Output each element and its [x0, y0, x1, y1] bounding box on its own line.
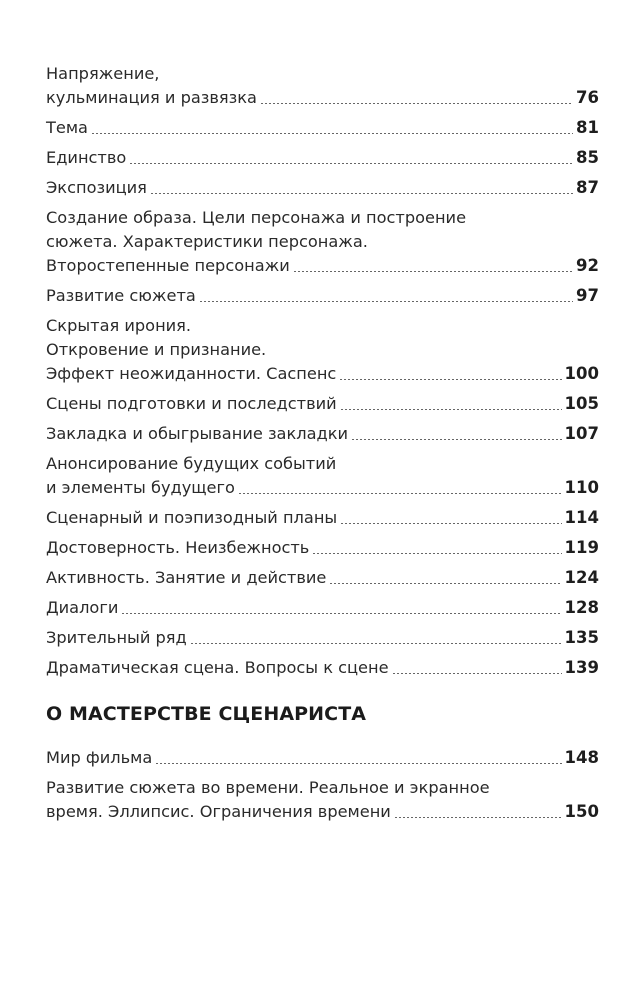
- dot-leader: [121, 613, 561, 614]
- toc-entry-title: Закладка и обыгрывание закладки: [46, 424, 348, 443]
- page-number: 135: [564, 628, 599, 647]
- dot-leader: [351, 439, 562, 440]
- toc-entry: [46, 422, 599, 446]
- toc-entry: [46, 776, 599, 824]
- toc-entry-row: [46, 284, 599, 308]
- toc-entry-title: Развитие сюжета: [46, 286, 196, 305]
- toc-entry-line: сюжета. Характеристики персонажа.: [46, 232, 368, 251]
- page-number: 150: [564, 802, 599, 821]
- page-number: 76: [576, 88, 599, 107]
- page-number: 92: [576, 256, 599, 275]
- toc-entry: [46, 536, 599, 560]
- toc-entry: [46, 626, 599, 650]
- toc-entry-row: [46, 422, 599, 446]
- toc-entry-title: Драматическая сцена. Вопросы к сцене: [46, 658, 389, 677]
- toc-entry-row: [46, 566, 599, 590]
- toc-entry-line: Создание образа. Цели персонажа и построение: [46, 208, 467, 227]
- page-number: 97: [576, 286, 599, 305]
- toc-entry-title: Экспозиция: [46, 178, 147, 197]
- toc-entry-row: [46, 254, 599, 278]
- toc-entry: [46, 116, 599, 140]
- toc-entry-row: [46, 656, 599, 680]
- toc-entry-row: [46, 506, 599, 530]
- toc-entry: [46, 656, 599, 680]
- toc-entry-row: [46, 176, 599, 200]
- toc-entry-row: [46, 146, 599, 170]
- dot-leader: [129, 163, 573, 164]
- toc-entry-title: Сцены подготовки и последствий: [46, 394, 337, 413]
- toc-entry: [46, 506, 599, 530]
- toc-entry-title: Достоверность. Неизбежность: [46, 538, 310, 557]
- toc-entry: [46, 314, 599, 386]
- toc-entry: [46, 176, 599, 200]
- toc-entry-title: Второстепенные персонажи: [46, 256, 290, 275]
- toc-entry-row: [46, 626, 599, 650]
- toc-entry: [46, 62, 599, 110]
- page-number: 128: [564, 598, 599, 617]
- page-number: 124: [564, 568, 599, 587]
- toc-entry-title: Сценарный и поэпизодный планы: [46, 508, 338, 527]
- toc-entry-title: время. Эллипсис. Ограничения времени: [46, 802, 391, 821]
- toc-entry: [46, 746, 599, 770]
- toc-entry-row: [46, 86, 599, 110]
- page-number: 81: [576, 118, 599, 137]
- dot-leader: [155, 763, 561, 764]
- toc-entry-line: Развитие сюжета во времени. Реальное и экранное: [46, 778, 490, 797]
- toc-entry: [46, 566, 599, 590]
- toc-entry-row: [46, 746, 599, 770]
- toc-entry-row: [46, 800, 599, 824]
- toc-entry-row: [46, 116, 599, 140]
- dot-leader: [329, 583, 561, 584]
- toc-entry-title: Мир фильма: [46, 748, 153, 767]
- page-number: 100: [564, 364, 599, 383]
- toc-entry-row: [46, 392, 599, 416]
- toc-entry-line: Напряжение,: [46, 64, 160, 83]
- dot-leader: [190, 643, 562, 644]
- page-number: 139: [564, 658, 599, 677]
- toc-entries: [46, 62, 599, 680]
- page-number: 119: [564, 538, 599, 557]
- dot-leader: [199, 301, 573, 302]
- toc-entry-title: Единство: [46, 148, 127, 167]
- table-of-contents: [46, 62, 599, 830]
- toc-entry-line: Скрытая ирония.: [46, 316, 192, 335]
- toc-entry: [46, 596, 599, 620]
- dot-leader: [293, 271, 573, 272]
- toc-entry-title: Активность. Занятие и действие: [46, 568, 327, 587]
- toc-entry-line: Анонсирование будущих событий: [46, 454, 337, 473]
- dot-leader: [238, 493, 562, 494]
- toc-entry-title: Зрительный ряд: [46, 628, 187, 647]
- page-number: 105: [564, 394, 599, 413]
- toc-entry: [46, 146, 599, 170]
- toc-entry-row: [46, 362, 599, 386]
- toc-entry-title: Тема: [46, 118, 88, 137]
- toc-section-entries: [46, 746, 599, 824]
- toc-entry-row: [46, 536, 599, 560]
- page-number: 107: [564, 424, 599, 443]
- toc-entry-title: Эффект неожиданности. Саспенс: [46, 364, 337, 383]
- dot-leader: [150, 193, 573, 194]
- toc-entry: [46, 206, 599, 278]
- toc-entry: [46, 392, 599, 416]
- toc-entry-line: Откровение и признание.: [46, 340, 267, 359]
- section-title: О МАСТЕРСТВЕ СЦЕНАРИСТА: [46, 703, 367, 725]
- dot-leader: [91, 133, 573, 134]
- toc-entry: [46, 452, 599, 500]
- dot-leader: [260, 103, 573, 104]
- page-number: 114: [564, 508, 599, 527]
- dot-leader: [339, 379, 561, 380]
- page-number: 110: [564, 478, 599, 497]
- page-number: 87: [576, 178, 599, 197]
- toc-entry-title: и элементы будущего: [46, 478, 235, 497]
- toc-entry: [46, 284, 599, 308]
- dot-leader: [392, 673, 562, 674]
- dot-leader: [340, 523, 561, 524]
- dot-leader: [312, 553, 561, 554]
- toc-entry-row: [46, 476, 599, 500]
- toc-entry-title: кульминация и развязка: [46, 88, 257, 107]
- toc-entry-title: Диалоги: [46, 598, 119, 617]
- toc-entry-row: [46, 596, 599, 620]
- page-number: 148: [564, 748, 599, 767]
- page-number: 85: [576, 148, 599, 167]
- dot-leader: [340, 409, 562, 410]
- dot-leader: [394, 817, 562, 818]
